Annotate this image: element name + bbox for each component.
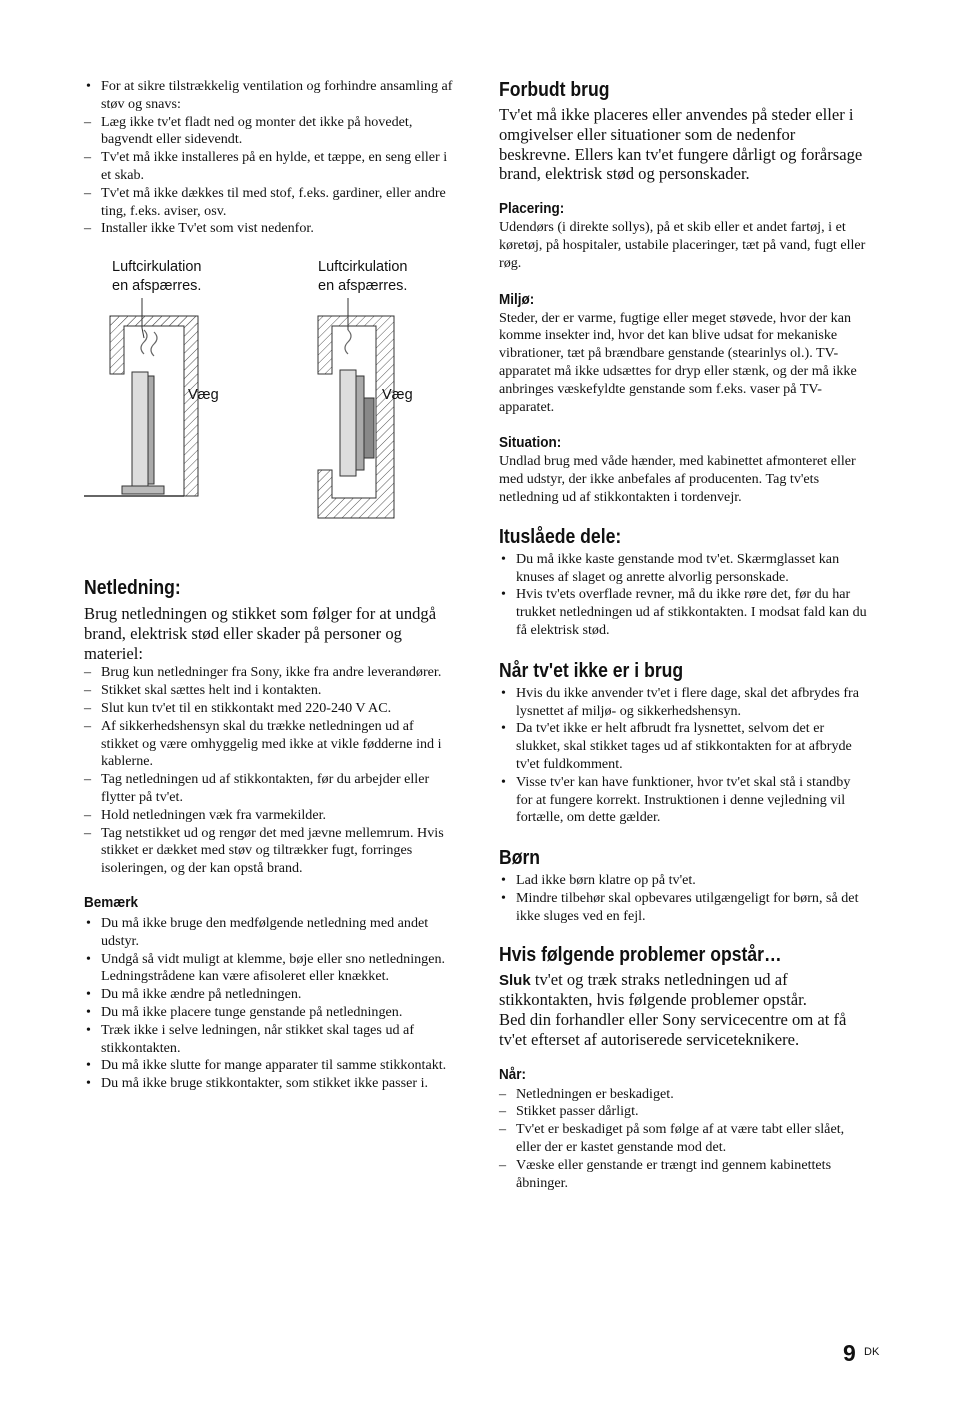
right-column xyxy=(499,78,869,1192)
ventilation-list xyxy=(84,78,454,114)
list-item: • Mindre tilbehør skal opbevares utilgængeligt for børn, så det ikke sluges ved en fejl. xyxy=(499,890,869,926)
left-column-top xyxy=(84,78,454,238)
problemer-text: Sluk tv'et og træk straks netledningen ud af stikkontakten, hvis følgende problemer opstår. xyxy=(499,969,807,1010)
ventilation-dash-list xyxy=(84,114,454,239)
miljo-heading: Miljø: xyxy=(499,290,535,308)
naar2-heading: Når: xyxy=(499,1065,527,1083)
list-item: – Tag netstikket ud og rengør det med jævne mellemrum. Hvis stikket er dækket med støv og tiltrækker fugt, forringes isoleringen, og der kan opstå brand. xyxy=(84,825,454,878)
figure-niche-wall xyxy=(318,298,394,518)
list-item: • Du må ikke placere tunge genstande på netledningen. xyxy=(84,1004,454,1022)
wall-label-1: Væg xyxy=(188,387,219,403)
list-item: – Tv'et er beskadiget på som følge af at være tabt eller slået, eller der er kastet genstande mod det. xyxy=(499,1121,869,1157)
list-item: • Visse tv'er kan have funktioner, hvor tv'et skal stå i standby for at fungere korrekt. Instruktionen i denne vejledning vil fortælle, om dette gælder. xyxy=(499,774,869,827)
list-item: – Stikket skal sættes helt ind i kontakten. xyxy=(84,682,454,700)
page-number: 9 xyxy=(843,1340,856,1366)
list-item: – Væske eller genstande er trængt ind gennem kabinettets åbninger. xyxy=(499,1157,869,1193)
bemaerk-heading: Bemærk xyxy=(84,893,139,911)
list-item: • Hvis tv'ets overflade revner, må du ikke røre det, før du har trukket netledningen ud af stikkontakten. I modsat fald kan du få elektrisk stød. xyxy=(499,586,869,639)
netledning-intro: Brug netledningen og stikket som følger for at undgå brand, elektrisk stød eller skader på personer og materiel: xyxy=(84,604,437,663)
miljo-text: Steder, der er varme, fugtige eller meget støvede, hvor der kan komme insekter ind, hvor det kan blive udsat for mekaniske vibrationer, tæt på brændbare genstande (stearinlys ol.). TV-apparatet må ikke udsættes for dryp eller stænk, og der må ikke anbringes væskefyldte genstande som f.eks. vaser på TV-apparatet. xyxy=(499,309,857,415)
list-item: • Træk ikke i selve ledningen, når stikket skal tages ud af stikkontakten. xyxy=(84,1022,454,1058)
list-item: – Tag netledningen ud af stikkontakten, før du arbejder eller flytter på tv'et. xyxy=(84,771,454,807)
list-item: – Brug kun netledninger fra Sony, ikke fra andre leverandører. xyxy=(84,664,454,682)
installation-figure xyxy=(84,258,454,520)
itusl-list xyxy=(499,551,869,640)
problemer-heading: Hvis følgende problemer opstår… xyxy=(499,943,782,966)
list-item: • Du må ikke bruge den medfølgende netledning med andet udstyr. xyxy=(84,915,454,951)
list-item: – Tv'et må ikke installeres på en hylde, et tæppe, en seng eller i et skab. xyxy=(84,149,454,185)
list-item: • Du må ikke ændre på netledningen. xyxy=(84,986,454,1004)
list-item: • Lad ikke børn klatre op på tv'et. xyxy=(499,872,869,890)
list-item: • Du må ikke slutte for mange apparater til samme stikkontakt. xyxy=(84,1057,454,1075)
situation-heading: Situation: xyxy=(499,434,562,452)
list-item: • Hvis du ikke anvender tv'et i flere dage, skal det afbrydes fra lysnettet af miljø- og sikkerhedshensyn. xyxy=(499,685,869,721)
situation-text: Undlad brug med våde hænder, med kabinettet afmonteret eller med udstyr, der ikke anbefales af producenten. Tag tv'ets netledning ud af stikkontakten i tordenvejr. xyxy=(499,453,856,505)
wall-label-2: Væg xyxy=(382,387,413,403)
netledning-heading: Netledning: xyxy=(84,577,181,599)
naar2-list xyxy=(499,1086,869,1193)
list-item: • For at sikre tilstrækkelig ventilation og forhindre ansamling af støv og snavs: xyxy=(84,78,454,114)
problemer-text-2: Bed din forhandler eller Sony servicecentre om at få tv'et efterset af autoriserede serviceteknikere. xyxy=(499,1010,847,1049)
list-item: • Du må ikke kaste genstande mod tv'et. Skærmglasset kan knuses af slaget og anrette alvorlig personskade. xyxy=(499,551,869,587)
figure-label-2: Luftcirkulation en afspærres. xyxy=(318,259,408,294)
sluk-word: Sluk xyxy=(499,971,531,989)
list-item: • Du må ikke bruge stikkontakter, som stikket ikke passer i. xyxy=(84,1075,454,1093)
bemaerk-list xyxy=(84,915,454,1093)
list-item: – Stikket passer dårligt. xyxy=(499,1103,869,1121)
figure-niche-shelf xyxy=(84,298,198,496)
naar-list xyxy=(499,685,869,827)
list-item: – Tv'et må ikke dækkes til med stof, f.eks. gardiner, eller andre ting, f.eks. aviser, osv. xyxy=(84,185,454,221)
figure-label-1: Luftcirkulation en afspærres. xyxy=(112,259,202,294)
list-item: – Installer ikke Tv'et som vist nedenfor. xyxy=(84,220,454,238)
born-heading: Børn xyxy=(499,847,541,870)
list-item: • Da tv'et ikke er helt afbrudt fra lysnettet, selvom det er slukket, skal stikket tages ud af stikkontakten for at afbryde tv'et fuldkomment. xyxy=(499,720,869,773)
itusl-heading: Ituslåede dele: xyxy=(499,525,622,548)
forbudt-text: Tv'et må ikke placeres eller anvendes på steder eller i omgivelser eller situationer som de nedenfor beskrevne. Ellers kan tv'et fungere dårligt og forårsage brand, elektrisk stød og personskader. xyxy=(499,105,863,184)
placering-text: Udendørs (i direkte sollys), på et skib eller et andet fartøj, i et køretøj, på hospitaler, ustabile placeringer, tæt på vand, fugt eller røg. xyxy=(499,219,866,271)
born-list xyxy=(499,872,869,925)
list-item: – Netledningen er beskadiget. xyxy=(499,1086,869,1104)
naar-heading: Når tv'et ikke er i brug xyxy=(499,659,684,682)
list-item: – Hold netledningen væk fra varmekilder. xyxy=(84,807,454,825)
netledning-list xyxy=(84,664,454,878)
language-code: DK xyxy=(864,1346,880,1358)
placering-heading: Placering: xyxy=(499,200,565,218)
list-item: – Af sikkerhedshensyn skal du trække netledningen ud af stikket og være omhyggelig med ikke at vikle fødderne ind i kablerne. xyxy=(84,718,454,771)
forbudt-heading: Forbudt brug xyxy=(499,79,610,101)
left-column-bottom xyxy=(84,576,454,1093)
list-item: – Slut kun tv'et til en stikkontakt med 220-240 V AC. xyxy=(84,700,454,718)
list-item: – Læg ikke tv'et fladt ned og monter det ikke på hovedet, bagvendt eller sidevendt. xyxy=(84,114,454,150)
list-item: • Undgå så vidt muligt at klemme, bøje eller sno netledningen. Ledningstrådene kan være afisoleret eller knækket. xyxy=(84,951,454,987)
